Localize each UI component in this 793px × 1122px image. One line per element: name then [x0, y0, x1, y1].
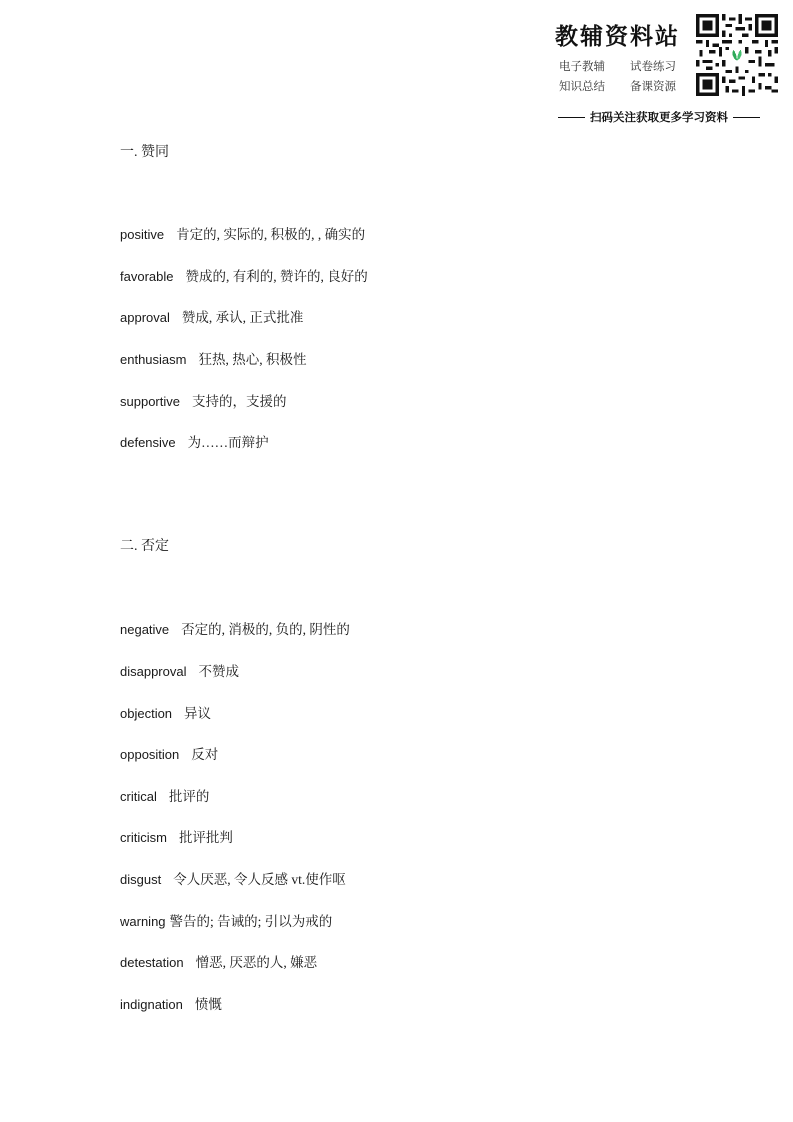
vocab-meaning: 赞成的, 有利的, 赞许的, 良好的 [185, 269, 368, 284]
vocab-word: indignation [120, 997, 183, 1012]
vocab-entry [120, 390, 286, 410]
vocab-word: enthusiasm [120, 352, 187, 367]
vocab-entry [120, 618, 350, 638]
vocab-word: disapproval [120, 664, 187, 679]
vocab-word: objection [120, 706, 173, 721]
vocab-word: supportive [120, 394, 180, 409]
vocab-word: negative [120, 622, 170, 637]
vocab-entry [120, 868, 346, 888]
brand-category: 电子教辅 [559, 59, 605, 73]
section-heading: 一. 赞同 [120, 145, 169, 160]
vocab-entry [120, 910, 332, 930]
vocab-word: positive [120, 227, 165, 242]
vocab-entry [120, 306, 303, 326]
brand-header [553, 8, 788, 130]
vocab-word: criticism [120, 830, 167, 845]
vocab-word: detestation [120, 955, 184, 970]
vocab-meaning: 肯定的, 实际的, 积极的, , 确实的 [176, 227, 366, 242]
vocab-word: opposition [120, 747, 180, 762]
vocab-entry [120, 785, 209, 805]
vocab-entry [120, 660, 239, 680]
vocab-meaning: 不赞成 [198, 664, 239, 679]
vocab-meaning: 憎恶, 厌恶的人, 嫌恶 [195, 955, 318, 970]
vocab-meaning: 批评的 [168, 789, 210, 804]
vocab-entry [120, 826, 233, 846]
vocab-word: defensive [120, 435, 176, 450]
brand-tagline-text: 扫码关注获取更多学习资料 [590, 110, 728, 124]
vocab-meaning: 反对 [191, 747, 219, 762]
vocab-meaning: 警告的; 告诫的; 引以为戒的 [169, 914, 333, 929]
brand-category: 知识总结 [559, 79, 605, 93]
vocab-entry [120, 951, 317, 971]
vocab-entry [120, 702, 211, 722]
vocab-word: approval [120, 310, 170, 325]
divider [558, 117, 585, 118]
brand-tagline [553, 109, 788, 125]
vocab-meaning: 异议 [184, 706, 212, 721]
vocab-meaning: 令人厌恶, 令人反感 vt.使作呕 [173, 872, 346, 887]
vocab-word: favorable [120, 269, 174, 284]
vocab-word: disgust [120, 872, 162, 887]
section-heading: 二. 否定 [120, 539, 169, 554]
vocab-entry [120, 431, 269, 451]
vocab-entry [120, 223, 365, 243]
divider [733, 117, 760, 118]
qr-code-icon [696, 14, 778, 96]
vocab-meaning: 狂热, 热心, 积极性 [198, 352, 307, 367]
vocab-word: critical [120, 789, 157, 804]
vocab-meaning: 赞成, 承认, 正式批准 [181, 310, 304, 325]
vocab-entry [120, 993, 222, 1013]
vocab-meaning: 为……而辩护 [187, 435, 269, 450]
vocab-entry [120, 348, 306, 368]
vocab-meaning: 愤慨 [194, 997, 222, 1012]
vocab-meaning: 否定的, 消极的, 负的, 阴性的 [181, 622, 350, 637]
vocab-word: warning [120, 914, 166, 929]
vocab-meaning: 批评批判 [178, 830, 233, 845]
vocab-entry [120, 265, 368, 285]
brand-category: 试卷练习 [630, 59, 676, 73]
vocab-meaning: 支持的，支援的 [191, 394, 287, 409]
brand-category: 备课资源 [630, 79, 676, 93]
brand-title: 教辅资料站 [555, 24, 680, 50]
vocab-entry [120, 743, 218, 763]
